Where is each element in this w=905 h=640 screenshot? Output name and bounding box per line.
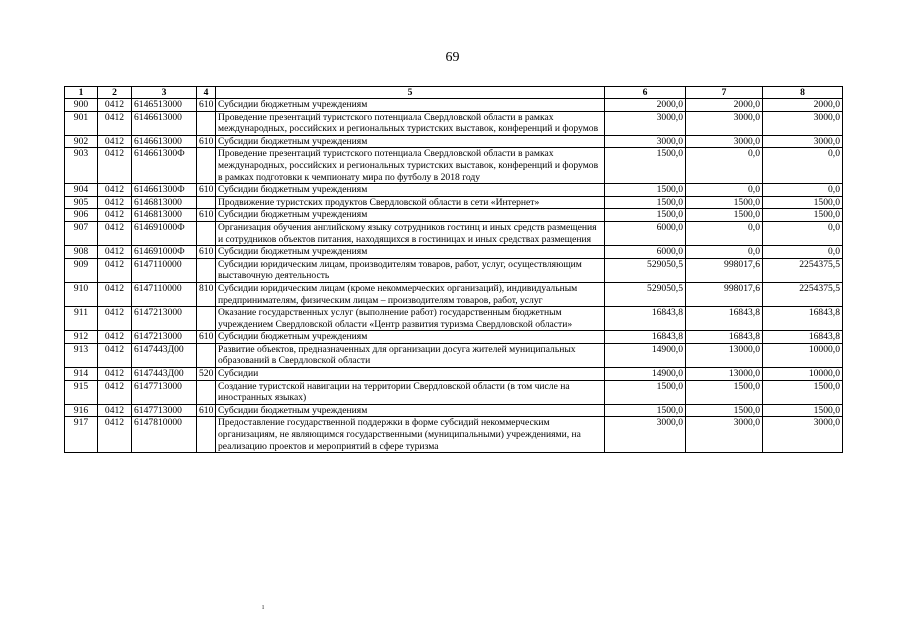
table-row — [65, 196, 843, 209]
table-row — [65, 380, 843, 404]
target-article-code: 6147713000 — [132, 380, 197, 404]
amount-col7: 13000,0 — [686, 368, 763, 381]
target-article-code: 6146613000 — [132, 111, 197, 135]
expense-type-code: 520 — [197, 368, 216, 381]
table-row — [65, 404, 843, 417]
target-article-code: 6147810000 — [132, 417, 197, 453]
item-name: Проведение презентаций туристского потенциала Свердловской области в рамках международных, российских и региональных туристских выставок, конференций и форумов — [216, 111, 605, 135]
amount-col6: 1500,0 — [605, 196, 686, 209]
amount-col6: 6000,0 — [605, 246, 686, 259]
target-article-code: 6147213000 — [132, 331, 197, 344]
section-code: 0412 — [98, 380, 132, 404]
amount-col6: 6000,0 — [605, 221, 686, 245]
amount-col8: 3000,0 — [763, 417, 843, 453]
amount-col7: 3000,0 — [686, 417, 763, 453]
amount-col8: 3000,0 — [763, 135, 843, 148]
section-code: 0412 — [98, 368, 132, 381]
section-code: 0412 — [98, 135, 132, 148]
amount-col7: 2000,0 — [686, 99, 763, 112]
row-number: 903 — [65, 148, 98, 184]
table-row — [65, 148, 843, 184]
row-number: 912 — [65, 331, 98, 344]
amount-col8: 1500,0 — [763, 380, 843, 404]
amount-col7: 0,0 — [686, 184, 763, 197]
target-article-code: 614691000Ф — [132, 246, 197, 259]
row-number: 910 — [65, 282, 98, 306]
item-name: Субсидии бюджетным учреждениям — [216, 99, 605, 112]
row-number: 917 — [65, 417, 98, 453]
table-header-row — [65, 87, 843, 99]
amount-col8: 10000,0 — [763, 343, 843, 367]
row-number: 905 — [65, 196, 98, 209]
table-row — [65, 209, 843, 222]
header-cell: 6 — [605, 87, 686, 99]
target-article-code: 6147213000 — [132, 307, 197, 331]
section-code: 0412 — [98, 148, 132, 184]
amount-col8: 2000,0 — [763, 99, 843, 112]
item-name: Субсидии бюджетным учреждениям — [216, 209, 605, 222]
amount-col7: 13000,0 — [686, 343, 763, 367]
row-number: 902 — [65, 135, 98, 148]
row-number: 913 — [65, 343, 98, 367]
row-number: 906 — [65, 209, 98, 222]
section-code: 0412 — [98, 99, 132, 112]
expense-type-code — [197, 221, 216, 245]
target-article-code: 6146813000 — [132, 209, 197, 222]
amount-col6: 2000,0 — [605, 99, 686, 112]
amount-col6: 1500,0 — [605, 209, 686, 222]
item-name: Продвижение туристских продуктов Свердловской области в сети «Интернет» — [216, 196, 605, 209]
section-code: 0412 — [98, 221, 132, 245]
header-cell: 3 — [132, 87, 197, 99]
row-number: 909 — [65, 258, 98, 282]
header-cell: 4 — [197, 87, 216, 99]
item-name: Развитие объектов, предназначенных для организации досуга жителей муниципальных образований в Свердловской области — [216, 343, 605, 367]
expense-type-code — [197, 417, 216, 453]
section-code: 0412 — [98, 258, 132, 282]
section-code: 0412 — [98, 404, 132, 417]
expense-type-code: 610 — [197, 184, 216, 197]
amount-col6: 529050,5 — [605, 282, 686, 306]
amount-col6: 1500,0 — [605, 404, 686, 417]
section-code: 0412 — [98, 343, 132, 367]
target-article-code: 6146813000 — [132, 196, 197, 209]
amount-col7: 0,0 — [686, 246, 763, 259]
row-number: 904 — [65, 184, 98, 197]
item-name: Предоставление государственной поддержки в форме субсидий некоммерческим организациям, не являющимся государственными (муниципальными) учреждениями, на реализацию проектов и мероприятий в сфере туризма — [216, 417, 605, 453]
amount-col7: 16843,8 — [686, 331, 763, 344]
amount-col8: 2254375,5 — [763, 282, 843, 306]
section-code: 0412 — [98, 331, 132, 344]
target-article-code: 6146613000 — [132, 135, 197, 148]
item-name: Субсидии юридическим лицам (кроме некоммерческих организаций), индивидуальным предпринимателям, физическим лицам – производителям товаров, работ, услуг — [216, 282, 605, 306]
target-article-code: 6147443Д00 — [132, 368, 197, 381]
item-name: Субсидии бюджетным учреждениям — [216, 135, 605, 148]
row-number: 907 — [65, 221, 98, 245]
target-article-code: 614691000Ф — [132, 221, 197, 245]
amount-col7: 16843,8 — [686, 307, 763, 331]
amount-col6: 16843,8 — [605, 307, 686, 331]
amount-col6: 3000,0 — [605, 135, 686, 148]
target-article-code: 6146513000 — [132, 99, 197, 112]
item-name: Субсидии юридическим лицам, производителям товаров, работ, услуг, осуществляющим выставочную деятельность — [216, 258, 605, 282]
amount-col6: 1500,0 — [605, 380, 686, 404]
amount-col7: 0,0 — [686, 221, 763, 245]
expense-type-code — [197, 307, 216, 331]
amount-col8: 0,0 — [763, 148, 843, 184]
row-number: 901 — [65, 111, 98, 135]
table-row — [65, 331, 843, 344]
target-article-code: 6147713000 — [132, 404, 197, 417]
table-row — [65, 368, 843, 381]
table-row — [65, 221, 843, 245]
amount-col8: 3000,0 — [763, 111, 843, 135]
item-name: Проведение презентаций туристского потенциала Свердловской области в рамках международных, российских и региональных туристских выставок, конференций и форумов в рамках подготовки к чемпионату мира по футболу в 2018 году — [216, 148, 605, 184]
table-row — [65, 417, 843, 453]
expense-type-code: 610 — [197, 404, 216, 417]
expense-type-code — [197, 258, 216, 282]
amount-col8: 1500,0 — [763, 209, 843, 222]
amount-col6: 16843,8 — [605, 331, 686, 344]
row-number: 916 — [65, 404, 98, 417]
scan-mark: ı — [262, 602, 265, 611]
header-cell: 5 — [216, 87, 605, 99]
item-name: Субсидии — [216, 368, 605, 381]
expense-type-code: 610 — [197, 331, 216, 344]
amount-col7: 3000,0 — [686, 111, 763, 135]
amount-col7: 998017,6 — [686, 282, 763, 306]
section-code: 0412 — [98, 282, 132, 306]
header-cell: 7 — [686, 87, 763, 99]
section-code: 0412 — [98, 111, 132, 135]
target-article-code: 6147443Д00 — [132, 343, 197, 367]
section-code: 0412 — [98, 184, 132, 197]
amount-col7: 3000,0 — [686, 135, 763, 148]
section-code: 0412 — [98, 209, 132, 222]
amount-col8: 1500,0 — [763, 404, 843, 417]
header-cell: 1 — [65, 87, 98, 99]
target-article-code: 614661300Ф — [132, 148, 197, 184]
amount-col7: 1500,0 — [686, 209, 763, 222]
expense-type-code — [197, 343, 216, 367]
table-row — [65, 184, 843, 197]
amount-col6: 529050,5 — [605, 258, 686, 282]
page-number: 69 — [445, 50, 460, 65]
amount-col8: 16843,8 — [763, 331, 843, 344]
row-number: 915 — [65, 380, 98, 404]
expense-type-code — [197, 380, 216, 404]
item-name: Субсидии бюджетным учреждениям — [216, 331, 605, 344]
amount-col8: 2254375,5 — [763, 258, 843, 282]
row-number: 900 — [65, 99, 98, 112]
amount-col6: 1500,0 — [605, 148, 686, 184]
section-code: 0412 — [98, 307, 132, 331]
amount-col7: 998017,6 — [686, 258, 763, 282]
table-row — [65, 307, 843, 331]
expense-type-code: 610 — [197, 246, 216, 259]
section-code: 0412 — [98, 417, 132, 453]
table-row — [65, 343, 843, 367]
target-article-code: 6147110000 — [132, 258, 197, 282]
expense-type-code — [197, 148, 216, 184]
header-cell: 2 — [98, 87, 132, 99]
table-row — [65, 282, 843, 306]
amount-col7: 0,0 — [686, 148, 763, 184]
section-code: 0412 — [98, 196, 132, 209]
amount-col8: 1500,0 — [763, 196, 843, 209]
row-number: 914 — [65, 368, 98, 381]
amount-col7: 1500,0 — [686, 196, 763, 209]
table-row — [65, 99, 843, 112]
item-name: Оказание государственных услуг (выполнение работ) государственным бюджетным учреждением Свердловской области «Центр развития туризма Свердловской области» — [216, 307, 605, 331]
expense-type-code: 610 — [197, 99, 216, 112]
amount-col8: 0,0 — [763, 221, 843, 245]
item-name: Организация обучения английскому языку сотрудников гостинц и иных средств размещения и сотрудников объектов питания, находящихся в гостиницах и иных средствах размещения — [216, 221, 605, 245]
amount-col6: 1500,0 — [605, 184, 686, 197]
item-name: Субсидии бюджетным учреждениям — [216, 246, 605, 259]
amount-col8: 0,0 — [763, 184, 843, 197]
amount-col7: 1500,0 — [686, 380, 763, 404]
expense-type-code: 610 — [197, 209, 216, 222]
table-row — [65, 111, 843, 135]
row-number: 908 — [65, 246, 98, 259]
expense-type-code — [197, 196, 216, 209]
target-article-code: 614661300Ф — [132, 184, 197, 197]
table-body — [65, 99, 843, 453]
amount-col8: 16843,8 — [763, 307, 843, 331]
expense-type-code: 810 — [197, 282, 216, 306]
table-row — [65, 258, 843, 282]
amount-col7: 1500,0 — [686, 404, 763, 417]
amount-col8: 10000,0 — [763, 368, 843, 381]
amount-col6: 14900,0 — [605, 368, 686, 381]
item-name: Субсидии бюджетным учреждениям — [216, 404, 605, 417]
table-row — [65, 135, 843, 148]
amount-col6: 3000,0 — [605, 417, 686, 453]
amount-col8: 0,0 — [763, 246, 843, 259]
item-name: Создание туристской навигации на территории Свердловской области (в том числе на иностранных языках) — [216, 380, 605, 404]
row-number: 911 — [65, 307, 98, 331]
expense-type-code — [197, 111, 216, 135]
expense-type-code: 610 — [197, 135, 216, 148]
item-name: Субсидии бюджетным учреждениям — [216, 184, 605, 197]
header-cell: 8 — [763, 87, 843, 99]
section-code: 0412 — [98, 246, 132, 259]
target-article-code: 6147110000 — [132, 282, 197, 306]
table-row — [65, 246, 843, 259]
amount-col6: 3000,0 — [605, 111, 686, 135]
budget-table — [64, 86, 843, 453]
amount-col6: 14900,0 — [605, 343, 686, 367]
